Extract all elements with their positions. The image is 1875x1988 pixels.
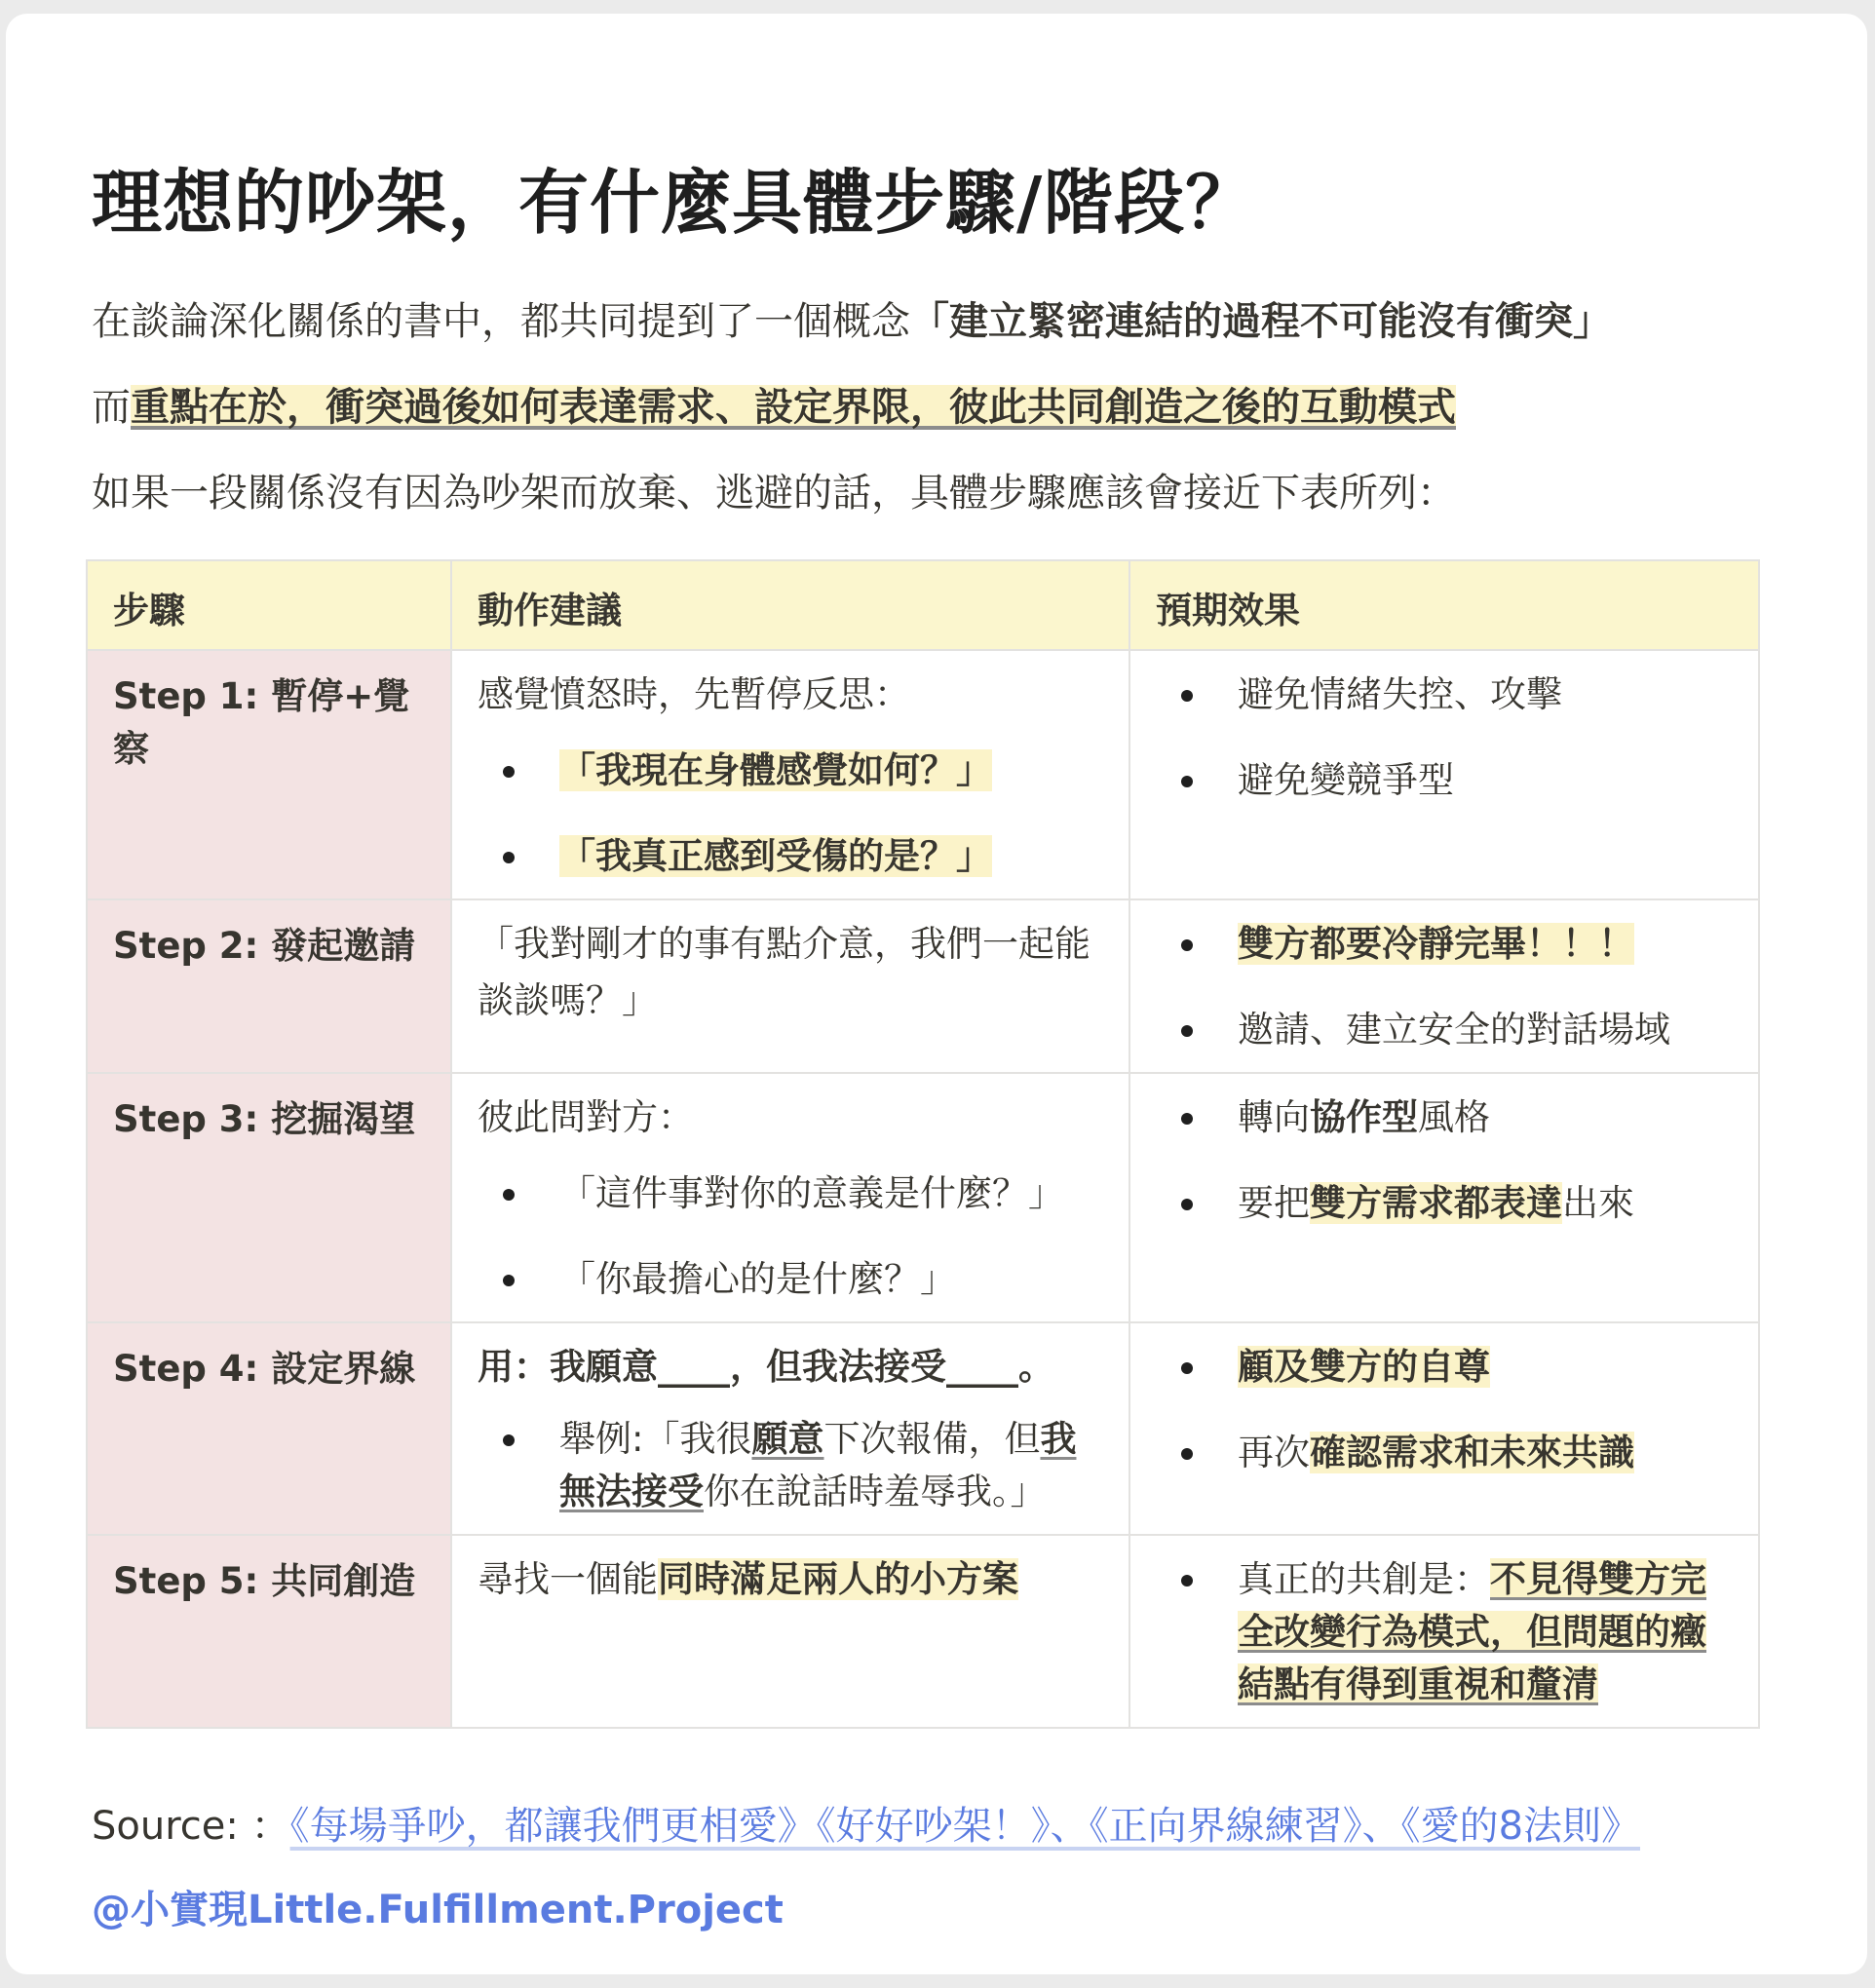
action-cell [451,1535,1129,1728]
table-row [87,899,1759,1073]
intro-line-3: 如果一段關係沒有因為吵架而放棄、逃避的話，具體步驟應該會接近下表所列： [92,471,1456,516]
source-label: Source: ： [92,1804,290,1849]
list-item: 轉向協作型風格 [1156,1091,1733,1144]
action-text: 尋找一個能同時滿足兩人的小方案 [478,1558,1018,1600]
action-list [478,1167,1103,1306]
header-action: 動作建議 [451,560,1129,650]
page-title: 理想的吵架，有什麼具體步驟/階段？ [92,162,1257,244]
effect-list [1156,669,1733,807]
action-list [478,1413,1103,1518]
intro-line-2-text: 而 [92,385,131,430]
source-books-link[interactable]: 《每場爭吵，都讓我們更相愛》《好好吵架！》、《正向界線練習》、《愛的8法則》 [289,1804,1641,1849]
action-cell [451,1073,1129,1322]
action-cell [451,1322,1129,1535]
action-intro: 感覺憤怒時，先暫停反思： [478,673,910,715]
list-item: 「我現在身體感覺如何？」 [478,745,1103,797]
table-row [87,650,1759,899]
step-label: Step 1: 暫停+覺察 [87,650,451,899]
effect-list [1156,1091,1733,1230]
step-label: Step 5: 共同創造 [87,1535,451,1728]
step-label: Step 4: 設定界線 [87,1322,451,1535]
action-cell [451,899,1129,1073]
effect-list [1156,1553,1733,1711]
step-label: Step 3: 挖掘渴望 [87,1073,451,1322]
effect-cell [1129,899,1759,1073]
list-item: 「你最擔心的是什麼？」 [478,1253,1103,1306]
list-item: 「這件事對你的意義是什麼？」 [478,1167,1103,1220]
list-item: 要把雙方需求都表達出來 [1156,1177,1733,1230]
header-effect: 預期效果 [1129,560,1759,650]
list-item: 邀請、建立安全的對話場域 [1156,1004,1733,1056]
list-item: 避免變競爭型 [1156,754,1733,807]
list-item: 真正的共創是：不見得雙方完全改變行為模式，但問題的癥結點有得到重視和釐清 [1156,1553,1733,1711]
action-intro: 彼此問對方： [478,1096,694,1138]
table-header-row [87,560,1759,650]
effect-cell [1129,650,1759,899]
effect-cell [1129,1535,1759,1728]
header-step: 步驟 [87,560,451,650]
table-row [87,1322,1759,1535]
effect-cell [1129,1073,1759,1322]
step-label: Step 2: 發起邀請 [87,899,451,1073]
action-cell [451,650,1129,899]
list-item: 舉例:「我很願意下次報備，但我無法接受你在說話時羞辱我。」 [478,1413,1103,1518]
table-row [87,1073,1759,1322]
action-list [478,745,1103,883]
steps-table [86,559,1760,1729]
list-item: 「我真正感到受傷的是？」 [478,830,1103,883]
effect-list [1156,918,1733,1056]
author-handle: @小實現Little.Fulfillment.Project [92,1888,784,1932]
list-item: 顧及雙方的自尊 [1156,1341,1733,1394]
intro-line-1 [92,290,1612,346]
intro-line-1-emphasis: 「建立緊密連結的過程不可能沒有衝突」 [910,299,1612,344]
intro-line-1-text: 在談論深化關係的書中，都共同提到了一個概念 [92,299,910,344]
effect-list [1156,1341,1733,1479]
table-row [87,1535,1759,1728]
intro-line-2 [92,376,1456,432]
list-item: 避免情緒失控、攻擊 [1156,669,1733,721]
list-item: 雙方都要冷靜完畢！！！ [1156,918,1733,971]
list-item: 再次確認需求和未來共識 [1156,1427,1733,1479]
source-line [92,1795,1640,1851]
action-intro: 用：我願意____，但我法接受____。 [478,1346,1054,1388]
action-text: 「我對剛才的事有點介意，我們一起能談談嗎？」 [478,923,1091,1021]
intro-line-2-highlight: 重點在於，衝突過後如何表達需求、設定界限，彼此共同創造之後的互動模式 [131,385,1456,430]
effect-cell [1129,1322,1759,1535]
